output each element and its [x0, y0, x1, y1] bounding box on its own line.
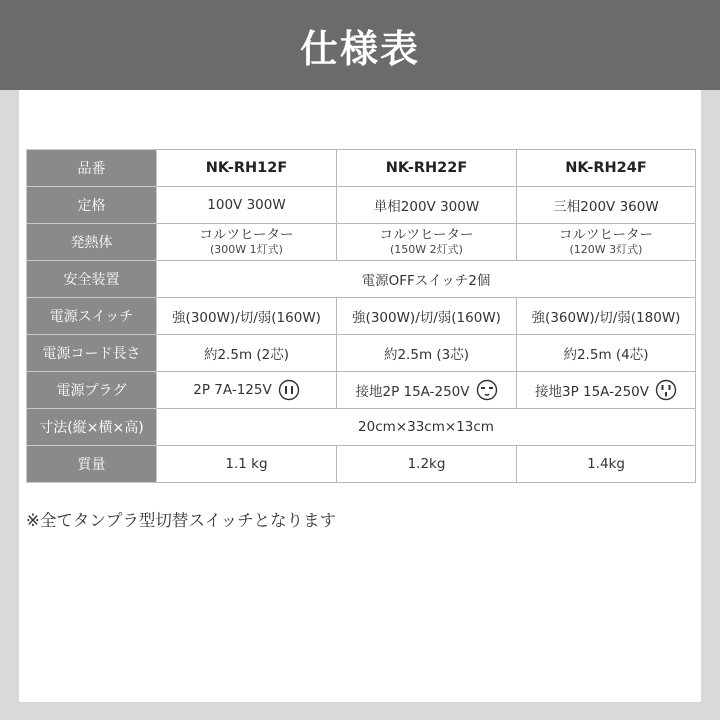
footnote: ※全てタンプラ型切替スイッチとなります [26, 511, 337, 530]
table-row-weight [27, 446, 696, 483]
table-row-plug [27, 372, 696, 409]
plug-cell [337, 372, 517, 409]
heater-detail: (300W 1灯式) [210, 243, 283, 256]
rating-cell: 100V 300W [157, 187, 337, 224]
table-row-rating [27, 187, 696, 224]
table-row-size [27, 409, 696, 446]
plug-cell [157, 372, 337, 409]
model-cell: NK-RH12F [157, 150, 337, 187]
page-title: 仕様表 [299, 26, 420, 71]
heater-cell [517, 224, 696, 261]
model-cell: NK-RH22F [337, 150, 517, 187]
frame-right [701, 90, 720, 720]
heater-detail: (120W 3灯式) [569, 243, 643, 256]
plug-text: 2P 7A-125V [193, 382, 272, 398]
size-cell: 20cm×33cm×13cm [157, 409, 696, 446]
row-label: 電源スイッチ [27, 298, 157, 335]
table-row-cord [27, 335, 696, 372]
plug-cell [517, 372, 696, 409]
rating-cell: 単相200V 300W [337, 187, 517, 224]
table-row-model [27, 150, 696, 187]
plug-text: 接地2P 15A-250V [355, 384, 470, 400]
row-label: 質量 [27, 446, 157, 483]
heater-name: コルツヒーター [379, 227, 474, 243]
row-label: 寸法(縦×横×高) [27, 409, 157, 446]
plug-ground-3p-icon [655, 379, 677, 401]
weight-cell: 1.4kg [517, 446, 696, 483]
table-row-safety [27, 261, 696, 298]
plug-ground-2p-icon [476, 379, 498, 401]
rating-cell: 三相200V 360W [517, 187, 696, 224]
plug-text: 接地3P 15A-250V [534, 384, 649, 400]
frame-bottom [0, 702, 720, 720]
cord-cell: 約2.5m (4芯) [517, 335, 696, 372]
table-row-heater [27, 224, 696, 261]
switch-cell: 強(360W)/切/弱(180W) [517, 298, 696, 335]
weight-cell: 1.1 kg [157, 446, 337, 483]
row-label: 定格 [27, 187, 157, 224]
weight-cell: 1.2kg [337, 446, 517, 483]
row-label: 電源プラグ [27, 372, 157, 409]
cord-cell: 約2.5m (3芯) [337, 335, 517, 372]
switch-cell: 強(300W)/切/弱(160W) [337, 298, 517, 335]
heater-name: コルツヒーター [559, 227, 653, 243]
safety-cell: 電源OFFスイッチ2個 [157, 261, 696, 298]
model-cell: NK-RH24F [517, 150, 696, 187]
frame-left [0, 90, 19, 720]
row-label: 品番 [27, 150, 157, 187]
heater-detail: (150W 2灯式) [390, 243, 463, 256]
row-label: 発熱体 [27, 224, 157, 261]
plug-2p-icon [278, 379, 300, 401]
table-row-switch [27, 298, 696, 335]
header-bar [0, 0, 720, 90]
heater-cell [337, 224, 517, 261]
row-label: 安全装置 [27, 261, 157, 298]
heater-cell [157, 224, 337, 261]
cord-cell: 約2.5m (2芯) [157, 335, 337, 372]
heater-name: コルツヒーター [199, 227, 294, 243]
switch-cell: 強(300W)/切/弱(160W) [157, 298, 337, 335]
spec-table [26, 149, 696, 483]
row-label: 電源コード長さ [27, 335, 157, 372]
